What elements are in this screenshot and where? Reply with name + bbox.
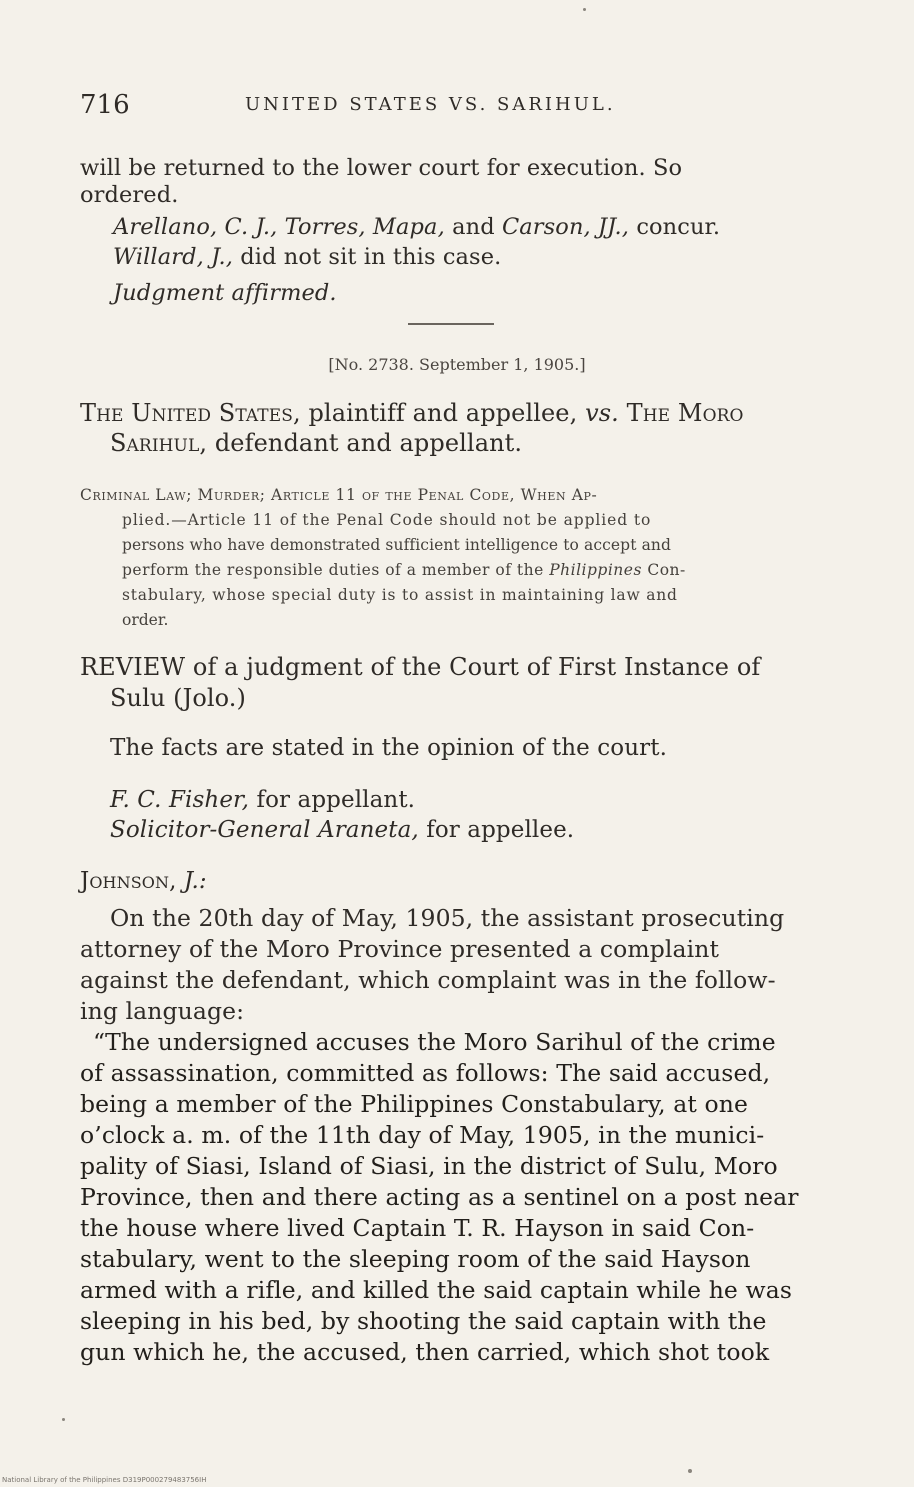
party-role: defendant and appellant.	[214, 429, 523, 457]
scan-speck	[688, 1469, 692, 1473]
opinion-line: against the defendant, which complaint was in the follow-	[80, 966, 776, 994]
judge-title: J.:	[183, 868, 207, 894]
counsel-name: Solicitor-General Araneta,	[110, 817, 419, 843]
opinion-line: “The undersigned accuses the Moro Sarihul of the crime	[93, 1028, 776, 1056]
running-title: UNITED STATES VS. SARIHUL.	[245, 94, 616, 115]
scan-speck	[583, 8, 586, 11]
opinion-line: gun which he, the accused, then carried, which shot took	[80, 1338, 770, 1366]
versus: vs.	[585, 399, 619, 427]
conjunction: and	[452, 214, 495, 240]
docket-number: [No. 2738. September 1, 1905.]	[328, 355, 586, 374]
syllabus-line: persons who have demonstrated sufficient intelligence to accept and	[122, 536, 672, 554]
judge-name: Johnson,	[80, 868, 177, 894]
willard-text: did not sit in this case.	[240, 244, 502, 270]
opinion-line: being a member of the Philippines Constabulary, at one	[80, 1090, 748, 1118]
syllabus-line: stabulary, whose special duty is to assist in maintaining law and	[122, 586, 678, 604]
text-line: ordered.	[80, 182, 179, 208]
judge-name: Carson, JJ.,	[501, 214, 630, 240]
concurrence-line	[113, 212, 823, 242]
syllabus-line: order.	[122, 611, 169, 629]
review-line: Sulu (Jolo.)	[110, 684, 246, 712]
opinion-line: the house where lived Captain T. R. Hayson in said Con-	[80, 1214, 755, 1242]
opinion-line: pality of Siasi, Island of Siasi, in the district of Sulu, Moro	[80, 1152, 778, 1180]
opinion-line: armed with a rifle, and killed the said captain while he was	[80, 1276, 792, 1304]
willard-line	[113, 242, 823, 272]
syllabus-italic: Philippines	[549, 561, 642, 579]
opinion-line: stabulary, went to the sleeping room of the said Hayson	[80, 1245, 751, 1273]
syllabus-line	[122, 558, 686, 583]
scan-speck	[62, 1418, 65, 1421]
syllabus-text: perform the responsible duties of a member of the	[122, 561, 544, 579]
text-line: will be returned to the lower court for execution. So	[80, 155, 683, 181]
page-header	[80, 90, 822, 124]
counsel-line	[110, 815, 822, 845]
opinion-line: sleeping in his bed, by shooting the said captain with the	[80, 1307, 767, 1335]
opinion-line: o’clock a. m. of the 11th day of May, 1905, in the munici-	[80, 1121, 765, 1149]
case-title-line	[110, 428, 822, 458]
scan-footer-watermark: National Library of the Philippines D319P000279483756IH	[2, 1476, 207, 1484]
opinion-line: attorney of the Moro Province presented a complaint	[80, 935, 720, 963]
concur-text: concur.	[636, 214, 721, 240]
judge-line	[80, 866, 822, 896]
case-title-line	[80, 398, 822, 428]
counsel-role: for appellee.	[426, 817, 575, 843]
syllabus-line: plied.—Article 11 of the Penal Code should not be applied to	[122, 511, 652, 529]
opinion-line: of assassination, committed as follows: The said accused,	[80, 1059, 771, 1087]
facts-line: The facts are stated in the opinion of the court.	[110, 735, 667, 761]
page-number: 716	[80, 90, 130, 120]
judge-name: Willard, J.,	[113, 244, 233, 270]
review-line: REVIEW of a judgment of the Court of First Instance of	[80, 653, 761, 681]
syllabus-text: Con-	[647, 561, 686, 579]
opinion-line: ing language:	[80, 997, 245, 1025]
judges-names: Arellano, C. J., Torres, Mapa,	[113, 214, 445, 240]
syllabus-heading-line: Criminal Law; Murder; Article 11 of the Penal Code, When Ap-	[80, 486, 598, 504]
counsel-name: F. C. Fisher,	[110, 787, 250, 813]
party-name: Sarihul,	[110, 429, 208, 457]
opinion-line: Province, then and there acting as a sentinel on a post near	[80, 1183, 799, 1211]
party-name: The United States,	[80, 399, 301, 427]
section-divider	[408, 323, 494, 325]
party-role: plaintiff and appellee,	[308, 399, 578, 427]
counsel-role: for appellant.	[256, 787, 416, 813]
opinion-line: On the 20th day of May, 1905, the assistant prosecuting	[110, 904, 785, 932]
counsel-line	[110, 785, 822, 815]
judgment-line: Judgment affirmed.	[113, 280, 337, 306]
party-name: The Moro	[626, 399, 744, 427]
